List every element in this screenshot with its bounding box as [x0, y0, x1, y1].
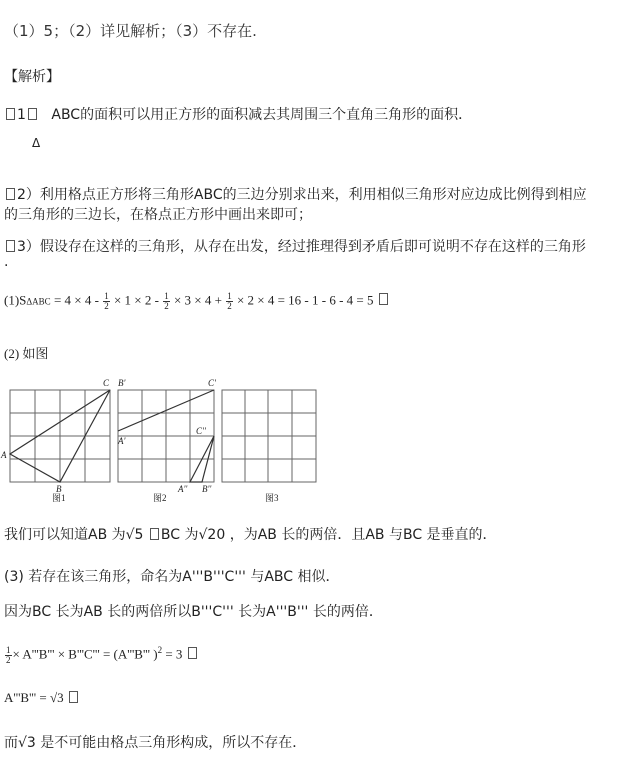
part-3-assumption: (3) 若存在该三角形，命名为A'''B'''C''' 与ABC 相似． — [4, 569, 340, 585]
label-b: B — [56, 484, 62, 494]
area-formula: (1)SΔABC = 4 × 4 - $\frac{1}{2}$ × 1 × 2 - $\frac{1}{2}$ × 3 × 4 + $\frac{1}{2}$ × 2 × 4 = 16 - 1 - 6 - 4 = 5 — [4, 292, 390, 311]
label-c: C — [103, 378, 110, 388]
answer-line: （1）5；（2）详见解析；（3）不存在. — [4, 22, 257, 40]
ab-bc-statement: 我们可以知道AB 为√5 BC 为√20 ，为AB 长的两倍．且AB 与BC 是垂直的． — [4, 527, 497, 543]
point-2-line1: 2）利用格点正方形将三角形ABC的三边分别求出来，利用相似三角形对应边成比例得到相应 — [4, 184, 587, 204]
missing-glyph-box — [6, 240, 15, 252]
missing-glyph-box — [6, 108, 15, 120]
part-2-title: (2) 如图 — [4, 346, 49, 361]
label-a1: A' — [118, 436, 126, 446]
figure-3-caption: 图3 — [265, 493, 279, 503]
missing-glyph-box — [188, 647, 197, 659]
point-2-line2: 的三角形的三边长，在格点正方形中画出来即可； — [4, 207, 312, 223]
missing-glyph-box — [379, 293, 388, 305]
figure-1-caption: 图1 — [52, 493, 66, 503]
fraction-half: $\frac{1}{2}$ — [104, 291, 109, 311]
fraction-half: $\frac{1}{2}$ — [164, 291, 169, 311]
missing-glyph-box — [28, 108, 37, 120]
conclusion: 而√3 是不可能由格点三角形构成，所以不存在． — [4, 735, 307, 751]
grid-figures — [0, 374, 320, 504]
area-equation: $\frac{1}{2}$ × A'''B''' × B'''C''' = (A'''B''' )$^2$ = 3 — [4, 645, 199, 665]
label-c2: C'' — [196, 426, 206, 436]
point-1: 1 ABC的面积可以用正方形的面积减去其周围三个直角三角形的面积． — [4, 104, 472, 124]
figure-2-grid — [118, 390, 214, 482]
figure-3-grid — [222, 390, 316, 482]
label-a: A — [1, 450, 7, 460]
figure-1-grid — [10, 390, 110, 482]
figure-2-caption: 图2 — [153, 493, 167, 503]
missing-glyph-box — [69, 691, 78, 703]
label-a2: A'' — [178, 484, 188, 494]
fraction-half: $\frac{1}{2}$ — [227, 291, 232, 311]
missing-glyph-box — [150, 528, 159, 540]
side-length-equation: A'''B''' = √3 — [4, 690, 80, 706]
fraction-half: $\frac{1}{2}$ — [6, 644, 11, 665]
triangle-symbol: Δ — [32, 136, 41, 150]
because-statement: 因为BC 长为AB 长的两倍所以B'''C''' 长为A'''B''' 长的两倍． — [4, 604, 383, 620]
point-3-line2: . — [4, 254, 9, 270]
label-b2: B'' — [202, 484, 212, 494]
label-c1: C' — [208, 378, 216, 388]
point-3-line1: 3）假设存在这样的三角形，从存在出发，经过推理得到矛盾后即可说明不存在这样的三角形 — [4, 236, 586, 256]
missing-glyph-box — [6, 188, 15, 200]
label-b1: B' — [118, 378, 126, 388]
analysis-heading: 【解析】 — [4, 69, 60, 85]
